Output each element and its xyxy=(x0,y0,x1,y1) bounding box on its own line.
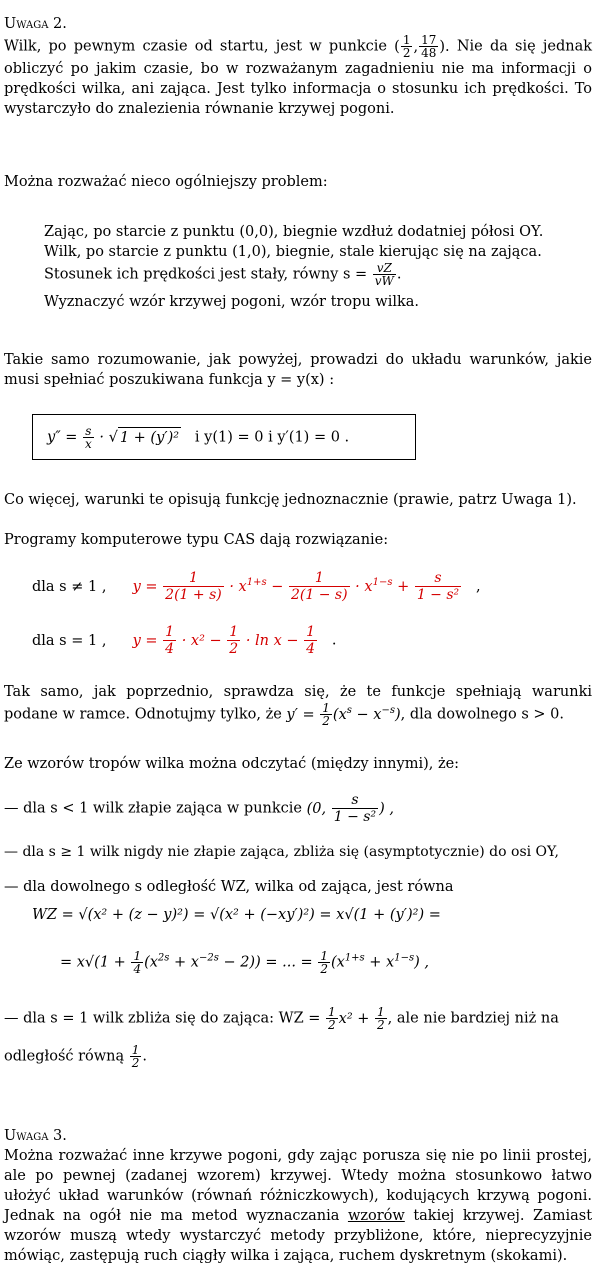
uwaga3-title: Uwaga 3. xyxy=(4,1128,67,1144)
uniqueness-note: Co więcej, warunki te opisują funkcję jednoznacznie (prawie, patrz Uwaga 1). xyxy=(4,492,577,508)
point-coordinates: ( $\frac{1}{2}$ , $\frac{17}{48}$ ). xyxy=(394,33,450,60)
distance-equation-2: = x√(1 + $\frac{1}{4}$ $(x^{2s} + x^{-2s} - 2)$) = ... = $\frac{1}{2}$ $(x^{1+s} + x^{1-s})$ , xyxy=(60,949,429,976)
conclusions-intro: Ze wzorów tropów wilka można odczytać (między innymi), że: xyxy=(4,756,460,772)
uwaga2-paragraph: Wilk, po pewnym czasie od startu, jest w punkcie ( $\frac{1}{2}$ , $\frac{17}{48}$ ). Nie da się jednak obliczyć po jakim czasie, bo w rozważanym zagadnieniu nie ma informacji o prędkości wilka, ani zająca. Jest tylko informacja o stosunku ich prędkości. To wystarczyło do znalezienia równanie krzywej pogoni. xyxy=(4,33,593,117)
general-intro: Można rozważać nieco ogólniejszy problem: xyxy=(4,174,328,190)
problem-line-2: Wilk, po starcie z punktu (1,0), biegnie, stale kierując się na zająca. xyxy=(44,244,542,260)
reasoning-text: Takie samo rozumowanie, jak powyżej, prowadzi do układu warunków, jakie musi spełniać poszukiwana funkcja y = y(x) : xyxy=(4,352,592,388)
conclusion-1: — dla s < 1 wilk złapie zająca w punkcie (0, $\frac{s}{\text{1 − s²}}$ ) , xyxy=(4,792,394,825)
problem-statement xyxy=(44,222,584,312)
problem-line-3: Stosunek ich prędkości jest stały, równy s = $\frac{vZ}{vW}$ . xyxy=(44,261,402,288)
conclusion-4: — dla s = 1 wilk zbliża się do zająca: WZ = $\frac{1}{2}$ x² + $\frac{1}{2}$ , ale nie bardziej niż na xyxy=(4,1005,559,1032)
conclusion-3: — dla dowolnego s odległość WZ, wilka od zająca, jest równa xyxy=(4,879,454,895)
uwaga3-paragraph: Można rozważać inne krzywe pogoni, gdy zając porusza się nie po linii prostej, ale po pewnej (zadanej wzorem) krzywej. Wtedy można stosunkowo łatwo ułożyć układ warunków (równań różniczkowych), kodujących krzywą pogoni. Jednak na ogół nie ma metod wyznaczania wzorów takiej krzywej. Zamiast wzorów muszą wtedy wystarczyć metody przybliżone, które, nieprecyzyjnie mówiąc, zastępują ruch ciągły wilka i zająca, ruchem dyskretnym (skokami). xyxy=(4,1148,593,1264)
uwaga2-title: Uwaga 2. xyxy=(4,16,67,32)
solution-case-1: dla s ≠ 1 , y = $\frac{1}{2(1 + s)}$ · $x^{1+s}$ − $\frac{1}{2(1 - s)}$ · $x^{1-s}$ + $\frac{s}{\text{1 − s²}}$ , xyxy=(32,570,481,603)
conclusion-4-cont: odległość równą $\frac{1}{2}$ . xyxy=(4,1043,148,1070)
check-paragraph: Tak samo, jak poprzednio, sprawdza się, że te funkcje spełniają warunki podane w ramce. Odnotujmy tylko, że y′ = $\frac{1}{2}$ $(x^s - x^{-s})$, dla dowolnego s > 0. xyxy=(4,684,592,728)
problem-line-4: Wyznaczyć wzór krzywej pogoni, wzór tropu wilka. xyxy=(44,294,420,310)
distance-equation-1: WZ = √(x² + (z − y)²) = √(x² + (−xy′)²) = x√(1 + (y′)²) = xyxy=(32,907,441,923)
underlined-word: wzorów xyxy=(347,1208,405,1224)
cas-note: Programy komputerowe typu CAS dają rozwiązanie: xyxy=(4,532,389,548)
solution-case-2: dla s = 1 , y = $\frac{1}{4}$ · x² − $\frac{1}{2}$ · ln x − $\frac{1}{4}$ . xyxy=(32,624,337,657)
conclusion-2: — dla s ≥ 1 wilk nigdy nie złapie zająca, zbliża się (asymptotycznie) do osi OY, xyxy=(4,844,559,860)
problem-line-1: Zając, po starcie z punktu (0,0), biegnie wzdłuż dodatniej półosi OY. xyxy=(44,224,544,240)
conditions-box: y″ = $\frac{s}{x}$ · √ 1 + (y′)² i y(1) = 0 i y′(1) = 0 . xyxy=(32,414,416,460)
